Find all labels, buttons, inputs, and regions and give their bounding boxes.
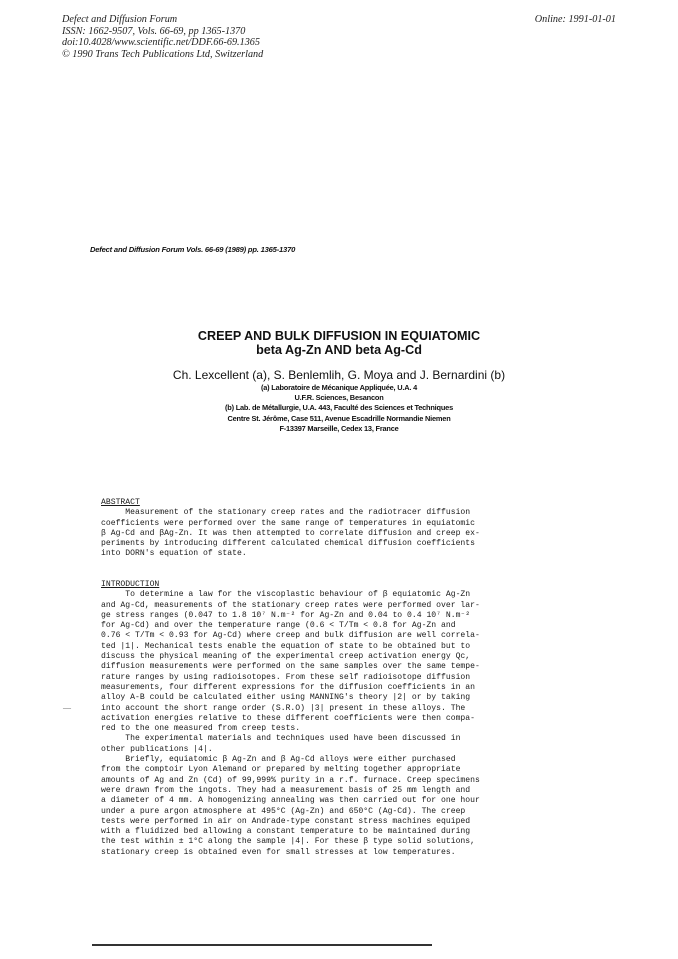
title-line: CREEP AND BULK DIFFUSION IN EQUIATOMIC: [197, 329, 481, 343]
intro-line: tests were performed in air on Andrade-type constant stress machines equiped: [101, 816, 471, 826]
intro-line: were drawn from the ingots. They had a measurement basis of 25 mm length and: [101, 785, 471, 795]
affiliations: [0, 383, 678, 434]
intro-line: measurements, four different expressions for the diffusion coefficients in an: [101, 682, 475, 692]
intro-line: into account the short range order (S.R.O) |3| present in these alloys. The: [101, 703, 466, 713]
author-list: Ch. Lexcellent (a), S. Benlemlih, G. Moya and J. Bernardini (b): [172, 368, 506, 382]
intro-line: alloy A-B could be calculated either using MANNING's theory |2| or by taking: [101, 693, 471, 703]
intro-line: for Ag-Cd) and over the temperature range (0.6 < T/Tm < 0.8 for Ag-Zn and: [101, 621, 456, 631]
intro-line: activation energies relative to these different coefficients were then compa-: [101, 713, 475, 723]
affiliation-line: (a) Laboratoire de Mécanique Appliquée, U.A. 4: [260, 383, 418, 392]
intro-line: Briefly, equiatomic β Ag-Zn and β Ag-Cd alloys were either purchased: [101, 755, 456, 765]
journal-header: [62, 14, 263, 60]
header-line: doi:10.4028/www.scientific.net/DDF.66-69.1365: [62, 37, 260, 49]
paper-title: [0, 329, 678, 357]
intro-line: with a fluidized bed allowing a constant temperature to be maintained during: [101, 827, 471, 837]
introduction-section: [101, 580, 601, 858]
affiliation-line: (b) Lab. de Métallurgie, U.A. 443, Faculté des Sciences et Techniques: [225, 403, 453, 413]
affiliation-line: F-13397 Marseille, Cedex 13, France: [279, 423, 399, 433]
intro-line: a diameter of 4 mm. A homogenizing annealing was then carried out for one hour: [101, 796, 480, 806]
abstract-section: [101, 498, 601, 560]
introduction-heading: INTRODUCTION: [101, 580, 160, 589]
intro-line: red to the one measured from creep tests.: [101, 724, 301, 734]
abstract-line: periments by introducing different calculated chemical diffusion coefficients: [101, 539, 475, 549]
citation-line: Defect and Diffusion Forum Vols. 66-69 (1989) pp. 1365-1370: [90, 245, 296, 254]
header-line: © 1990 Trans Tech Publications Ltd, Switzerland: [62, 48, 264, 60]
header-line: Defect and Diffusion Forum: [62, 14, 178, 25]
intro-line: diffusion measurements were performed on the same samples over the same tempe-: [101, 662, 480, 672]
abstract-line: Measurement of the stationary creep rates and the radiotracer diffusion: [101, 508, 471, 518]
intro-line: discuss the physical meaning of the experimental creep activation energy Qc,: [101, 652, 471, 662]
intro-line: The experimental materials and techniques used have been discussed in: [101, 734, 461, 744]
title-line: beta Ag-Zn AND beta Ag-Cd: [256, 343, 422, 357]
intro-line: To determine a law for the viscoplastic behaviour of β equiatomic Ag-Zn: [101, 590, 471, 600]
abstract-heading: ABSTRACT: [101, 498, 140, 507]
footer-rule: [92, 944, 432, 946]
intro-line: and Ag-Cd, measurements of the stationary creep rates were performed over lar-: [101, 600, 480, 610]
affiliation-line: U.F.R. Sciences, Besancon: [294, 393, 384, 403]
margin-mark: —: [63, 703, 71, 712]
intro-line: stationary creep is obtained even for small stresses at low temperatures.: [101, 847, 456, 857]
abstract-line: β Ag-Cd and βAg-Zn. It was then attempted to correlate diffusion and creep ex-: [101, 528, 480, 538]
intro-line: from the comptoir Lyon Alemand or prepared by melting together appropriate: [101, 765, 461, 775]
online-date: Online: 1991-01-01: [534, 14, 616, 25]
affiliation-line: Centre St. Jérôme, Case 511, Avenue Escadrille Normandie Niemen: [227, 413, 451, 423]
intro-line: rature ranges by using radioisotopes. From these self radioisotope diffusion: [101, 672, 471, 682]
intro-line: ge stress ranges (0.047 to 1.8 10⁷ N.m⁻² for Ag-Zn and 0.04 to 0.4 10⁷ N.m⁻²: [101, 610, 471, 620]
header-line: ISSN: 1662-9507, Vols. 66-69, pp 1365-1370: [62, 25, 246, 37]
intro-line: amounts of Ag and Zn (Cd) of 99,999% purity in a r.f. furnace. Creep specimens: [101, 775, 480, 785]
intro-line: the test within ± 1°C along the sample |4|. For these β type solid solutions,: [101, 837, 475, 847]
intro-line: other publications |4|.: [101, 744, 213, 754]
abstract-line: coefficients were performed over the same range of temperatures in equiatomic: [101, 518, 475, 528]
intro-line: 0.76 < T/Tm < 0.93 for Ag-Cd) where creep and bulk diffusion are well correla-: [101, 631, 480, 641]
intro-line: ted |1|. Mechanical tests enable the equation of state to be obtained but to: [101, 641, 471, 651]
abstract-line: into DORN's equation of state.: [101, 549, 247, 559]
intro-line: under a pure argon atmosphere at 495°C (Ag-Zn) and 650°C (Ag-Cd). The creep: [101, 806, 466, 816]
